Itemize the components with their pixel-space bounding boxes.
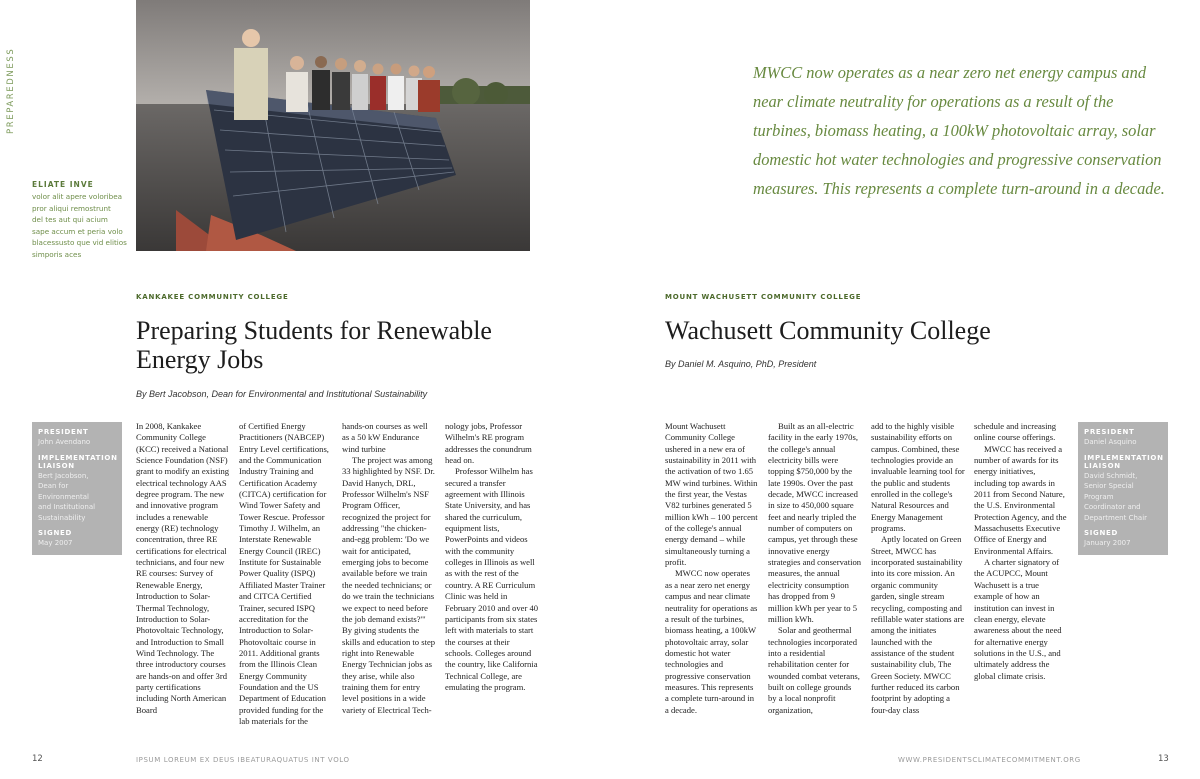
photo-caption [32,180,132,260]
president-name: John Avendano [38,438,91,446]
left-headline-line: Preparing Students for Renewable [136,316,492,345]
caption-line: volor alit apere voloribea [32,192,123,201]
caption-line: pror aliqui remostrunt [32,203,111,213]
paragraph: MWCC has received a number of awards for its energy initiatives, including top awards in 2011 from Second Nature, the U.S. Environmental Protection Agency, and the Massachusetts Executive Office of Energy and Environmental Affairs. [974,443,1067,556]
section-tab-label: PREPAREDNESS [6,47,16,134]
caption-line: sape accum et peria volo [32,226,123,236]
caption-line: blacessusto que vid elitios [32,238,127,247]
signed-date: May 2007 [38,539,73,547]
president-label: PRESIDENT [1084,428,1135,436]
left-footer-text: IPSUM LOREUM EX DEUS IBEATURAQUATUS INT VOLO [136,756,350,764]
paragraph: Solar and geothermal technologies incorporated into a residential rehabilitation center for wounded combat veterans, built on college grounds by a local nonprofit organization, [768,625,860,715]
left-headline [136,316,556,374]
right-column-3 [871,421,965,716]
right-headline: Wachusett Community College [665,316,991,345]
paragraph: schedule and increasing online course offerings. [974,421,1057,443]
paragraph: add to the highly visible sustainability efforts on campus. Combined, these technologies provide an invaluable learning tool for the public and students enrolled in the college's Natural Resources and Energy Management programs. [871,421,965,534]
liaison-line: Bert Jacobson, [38,471,89,480]
right-footer-text: WWW.PRESIDENTSCLIMATECOMMITMENT.ORG [898,756,1081,764]
left-headline-line: Energy Jobs [136,345,264,374]
left-column-3 [342,421,436,716]
left-column-1 [136,421,230,716]
liaison-line: Sustainability [38,513,86,522]
paragraph: Aptly located on Green Street, MWCC has incorporated sustainability into its core mission. An organic community garden, single stream recycling, composting and refillable water stations are among the initiates launched with the assistance of the student sustainability club, The Green Society. MWCC further reduced its carbon footprint by adopting a four-day class [871,534,965,715]
liaison-label-line: LIAISON [1084,461,1121,470]
liaison-label-line: IMPLEMENTATION [38,453,118,462]
paragraph: A charter signatory of the ACUPCC, Mount Wachusett is a true example of how an institution can invest in clean energy, elevate awareness about the need for alternative energy solutions in the U.S., and ultimately address the global climate crisis. [974,557,1062,681]
section-tab [6,32,20,142]
left-column-2 [239,421,333,727]
right-column-1 [665,421,759,716]
liaison-line: David Schmidt, [1084,471,1138,480]
paragraph: In 2008, Kankakee Community College (KCC) received a National Science Foundation (NSF) grant to modify an existing electrical technology AAS degree program. The new and innovative program includes a renewable energy (RE) technology concentration, three RE certifications for electrical technicians, and four new RE courses: Survey of Renewable Energy, Introduction to Solar-Thermal Technology, Introduction to Solar-Photovoltaic Technology, and Introduction to Small Wind Technology. The three introductory courses are hands-on and offer 3rd party certifications including North American Board [136,421,230,715]
pull-quote: MWCC now operates as a near zero net energy campus and near climate neutrality for operations as a result of the turbines, biomass heating, a 100kW photovoltaic array, solar domestic hot water technologies and progressive conservation measures. This represents a complete turn-around in a decade. [753,63,1165,198]
left-info-box [32,422,122,555]
right-column-2 [768,421,862,716]
right-kicker: MOUNT WACHUSETT COMMUNITY COLLEGE [665,293,862,301]
signed-label: SIGNED [38,529,73,537]
liaison-line: Department Chair [1084,513,1148,522]
left-page-number: 12 [32,754,43,764]
paragraph: MWCC now operates as a near zero net energy campus and near climate neutrality for operations as a result of the turbines, biomass heating, a 100kW photovoltaic array, solar domestic hot water technologies and progressive conservation measures. This represents a complete turn-around in a decade. [665,568,758,715]
left-byline: By Bert Jacobson, Dean for Environmental and Institutional Sustainability [136,389,428,399]
right-column-4 [974,421,1068,682]
liaison-label [38,454,116,470]
liaison-label [1084,454,1162,470]
right-byline: By Daniel M. Asquino, PhD, President [665,359,817,369]
paragraph: of Certified Energy Practitioners (NABCEP) Entry Level certifications, and the Communication Industry Training and Certification Academy (CITCA) certification for Wind Tower Safety and Tower Rescue. Professor Timothy J. Wilhelm, an Interstate Renewable Energy Council (IREC) Institute for Sustainable Power Quality (ISPQ) Affiliated Master Trainer and CITCA Certified Trainer, secured ISPQ accreditation for the Introduction to Solar-Photovoltaic course in 2011. Additional grants from the Illinois Clean Energy Community Foundation and the US Department of Education provided funding for the lab materials for the [239,421,329,726]
liaison-name [1084,471,1162,524]
left-kicker: KANKAKEE COMMUNITY COLLEGE [136,293,289,301]
president-name: Daniel Asquino [1084,438,1137,446]
caption-line: del tes aut qui acium [32,215,108,224]
paragraph: Mount Wachusett Community College ushered in a new era of sustainability in 2011 with the activation of two 1.65 MW wind turbines. Within the first year, the Vestas V82 turbines generated 5 million kWh – 100 percent of the college's annual energy demand – while simultaneously turning a profit. [665,421,758,568]
liaison-line: Senior Special Program [1084,482,1134,501]
caption-title: ELIATE INVE [32,180,94,189]
right-page-number: 13 [1158,754,1169,764]
liaison-line: and Institutional [38,503,96,511]
liaison-label-line: LIAISON [38,461,75,470]
paragraph: hands-on courses as well as a 50 kW Endurance wind turbine [342,421,428,454]
liaison-name [38,471,116,524]
president-label: PRESIDENT [38,428,89,436]
liaison-line: Dean for Environmental [38,482,89,501]
paragraph: Professor Wilhelm has secured a transfer agreement with Illinois State University, and has shared the curriculum, equipment lists, PowerPoints and videos with the community colleges in Illinois as well as with the rest of the country. A RE Curriculum Clinic was held in February 2010 and over 40 participants from six states left with materials to start the courses at their schools. Colleges around the country, like California Technical College, are emulating the program. [445,466,539,692]
signed-date: January 2007 [1084,539,1131,547]
paragraph: Built as an all-electric facility in the early 1970s, the college's annual electricity bills were topping $750,000 by the late 1990s. Over the past decade, MWCC increased in size to 450,000 square feet and nearly tripled the number of computers on campus, yet through these innovative energy strategies and conservation measures, the annual electricity consumption has dropped from 9 million kWh per year to 5 million kWh. [768,421,862,624]
liaison-label-line: IMPLEMENTATION [1084,453,1164,462]
caption-line: simporis aces [32,249,82,259]
solar-panel-group-photo [136,0,530,251]
left-column-4 [445,421,539,693]
caption-body [32,191,132,260]
paragraph: The project was among 33 highlighted by NSF. Dr. David Hanych, DRL, Professor Wilhelm's NSF Program Officer, recognized the project for addressing "the chicken-and-egg problem: 'Do we wait for anticipated, emerging jobs to become available before we train the needed technicians; or do we train the technicians we expect to need before the job demand exists?'" By giving students the skills and education to step right into Renewable Energy Technician jobs as they arise, while also training them for entry level positions in a wide variety of Electrical Tech- [342,455,436,715]
right-info-box [1078,422,1168,555]
liaison-line: Coordinator and [1084,503,1141,511]
paragraph: nology jobs, Professor Wilhelm's RE program addresses the conundrum head on. [445,421,532,466]
signed-label: SIGNED [1084,529,1119,537]
